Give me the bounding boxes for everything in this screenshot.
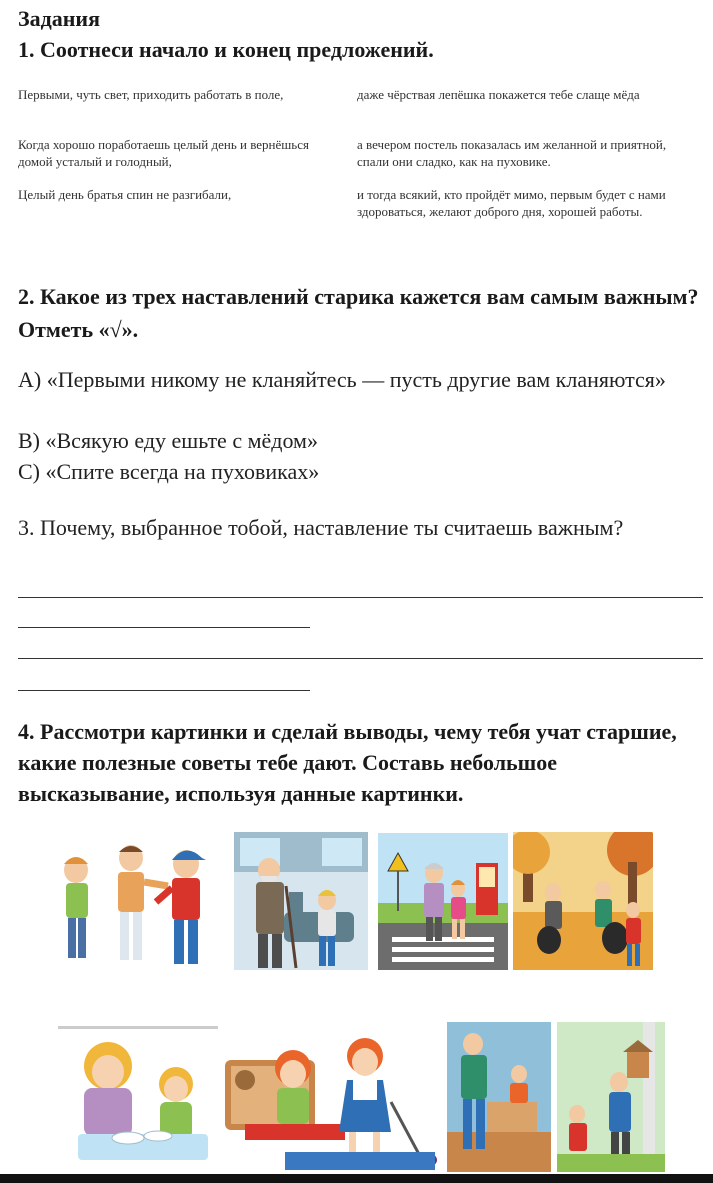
task1-right-2: а вечером постель показалась им желанной и приятной, спали они сладко, как на пуховике. (357, 137, 667, 169)
answer-line-2[interactable] (18, 627, 310, 628)
task1-left-2: Когда хорошо поработаешь целый день и вернёшься домой усталый и голодный, (18, 137, 309, 169)
picture-crosswalk (378, 833, 508, 970)
task1-right-3: и тогда всякий, кто пройдёт мимо, первым будет с нами здороваться, желают доброго дня, хорошей работы. (357, 187, 666, 219)
answer-line-3[interactable] (18, 658, 703, 659)
answer-line-4[interactable] (18, 690, 310, 691)
answer-line-1[interactable] (18, 597, 703, 598)
task3-title: 3. Почему, выбранное тобой, наставление ты считаешь важным? (18, 515, 624, 540)
task2-option-b[interactable]: В) «Всякую еду ешьте с мёдом» (18, 428, 318, 453)
picture-bus-seat (234, 832, 368, 970)
bottom-edge-bar (0, 1174, 713, 1183)
picture-autumn-cleanup (513, 832, 653, 970)
task2-option-a[interactable]: А) «Первыми никому не кланяйтесь — пусть другие вам кланяются» (18, 367, 666, 392)
task1-left-1: Первыми, чуть свет, приходить работать в поле, (18, 87, 284, 102)
picture-washing-dishes (58, 1026, 218, 1168)
task2-option-c[interactable]: С) «Спите всегда на пуховиках» (18, 459, 320, 484)
task4-title: 4. Рассмотри картинки и сделай выводы, чему тебя учат старшие, какие полезные советы тебе дают. Составь небольшое высказывание, используя данные картинки. (18, 719, 677, 806)
task1-left-3: Целый день братья спин не разгибали, (18, 187, 232, 202)
picture-birdhouse-work (447, 1022, 665, 1172)
picture-boys-fighting (56, 830, 228, 970)
task1-title: 1. Соотнеси начало и конец предложений. (18, 37, 434, 62)
task1-right-1: даже чёрствая лепёшка покажется тебе слаще мёда (357, 87, 640, 102)
picture-tidying-room (225, 1020, 440, 1172)
task2-title: 2. Какое из трех наставлений старика кажется вам самым важным? Отметь «√». (18, 284, 699, 342)
page-heading: Задания (18, 6, 100, 31)
